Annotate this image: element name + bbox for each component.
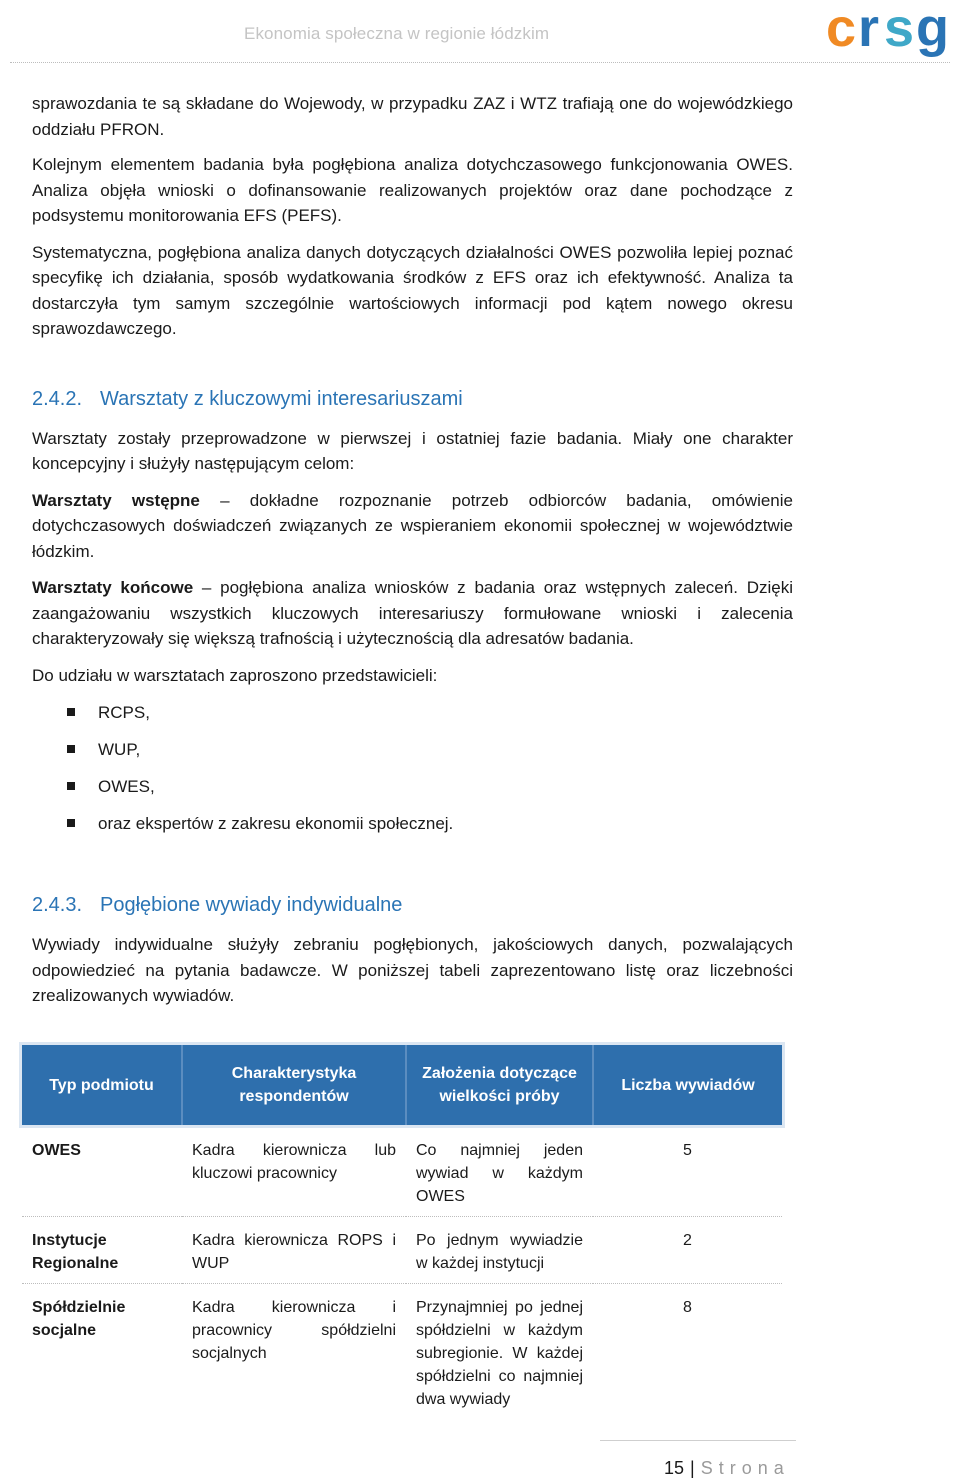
heading-number: 2.4.3.: [32, 894, 83, 916]
paragraph-workshops-intro: Warsztaty zostały przeprowadzone w pierwszej i ostatniej fazie badania. Miały one charakter koncepcyjny i służyły następującym celom:: [32, 428, 793, 473]
heading-title: Warsztaty z kluczowymi interesariuszami: [100, 387, 463, 410]
logo-letter-r: r: [858, 2, 880, 58]
final-workshops-label: Warsztaty końcowe: [32, 578, 194, 597]
paragraph-pfron: sprawozdania te są składane do Wojewody, w przypadku ZAZ i WTZ trafiają one do wojewódzkiego oddziału PFRON.: [32, 94, 793, 139]
list-item: OWES,: [32, 774, 793, 799]
table-cell: Instytucje Regionalne: [22, 1217, 182, 1284]
footer-divider: [600, 1440, 796, 1441]
page-content: [32, 91, 793, 1009]
interviews-table: [22, 1045, 782, 1419]
list-item: RCPS,: [32, 700, 793, 725]
table-row: [22, 1217, 782, 1284]
paragraph-interviews-intro: Wywiady indywidualne służyły zebraniu pogłębionych, jakościowych danych, pozwalających odpowiedzieć na pytania badawcze. W poniższej tabeli zaprezentowano listę oraz liczebności zrealizowanych wywiadów.: [32, 935, 793, 1005]
initial-workshops-label: Warsztaty wstępne: [32, 490, 200, 510]
column-header: Typ podmiotu: [22, 1045, 182, 1125]
table-cell: Kadra kierownicza i pracownicy spółdzielni socjalnych: [182, 1284, 406, 1420]
heading-title: Pogłębione wywiady indywidualne: [100, 894, 403, 916]
page-label: Strona: [700, 1458, 790, 1478]
invitee-list: [32, 700, 793, 836]
heading-2-4-3: [32, 892, 793, 918]
paragraph-systematic-analysis: Systematyczna, pogłębiona analiza danych dotyczących działalności OWES pozwoliła lepiej poznać specyfikę ich działania, sposób wydatkowania środków z EFS oraz ich efektywność. Analiza ta dostarczyła tym samym szczególnie wartościowych informacji pod kątem nowego okresu sprawozdawczego.: [32, 242, 793, 338]
page-number-value: 15: [664, 1458, 685, 1478]
heading-number: 2.4.2.: [32, 387, 83, 410]
logo-letter-c: c: [826, 2, 857, 58]
table-cell: OWES: [32, 1142, 81, 1159]
page-number: [664, 1458, 790, 1479]
list-item: WUP,: [32, 737, 793, 762]
table-row: [22, 1125, 782, 1217]
table-cell: Kadra kierownicza ROPS i WUP: [182, 1217, 406, 1284]
column-header: Charakterystyka respondentów: [182, 1045, 406, 1125]
table-cell: 5: [683, 1142, 692, 1159]
header-divider: [10, 62, 950, 63]
logo-letter-g: g: [916, 2, 949, 58]
page-separator: |: [690, 1458, 695, 1478]
final-workshops-text: – pogłębiona analiza wniosków z badania oraz wstępnych zaleceń. Dzięki zaangażowaniu wszystkich kluczowych interesariuszy formułowane wnioski i zalecenia charakteryzowały się większą trafnością i użytecznością dla adresatów badania.: [32, 578, 793, 648]
paragraph-initial-workshops: [32, 488, 793, 565]
table-cell: 8: [593, 1284, 782, 1420]
crsg-logo: [826, 2, 956, 64]
table-row: [22, 1284, 782, 1420]
table-cell: Kadra kierownicza lub kluczowi pracownicy: [192, 1142, 396, 1182]
table-cell: 2: [593, 1217, 782, 1284]
paragraph-invite-intro: Do udziału w warsztatach zaproszono przedstawicieli:: [32, 665, 438, 685]
bullet-square-icon: [67, 782, 75, 790]
header-title: Ekonomia społeczna w regionie łódzkim: [244, 24, 550, 43]
heading-2-4-2: [32, 386, 793, 412]
bullet-square-icon: [67, 819, 75, 827]
bullet-square-icon: [67, 708, 75, 716]
table-cell: Co najmniej jeden wywiad w każdym OWES: [416, 1142, 583, 1205]
column-header: Założenia dotyczące wielkości próby: [406, 1045, 593, 1125]
table-header-row: [22, 1045, 782, 1125]
bullet-square-icon: [67, 745, 75, 753]
paragraph-final-workshops: [32, 575, 793, 652]
list-item: oraz ekspertów z zakresu ekonomii społecznej.: [32, 811, 793, 836]
logo-letter-s: s: [884, 2, 915, 58]
initial-workshops-text: – dokładne rozpoznanie potrzeb odbiorców badania, omówienie dotychczasowych doświadczeń związanych ze wspieraniem ekonomii społecznej w województwie łódzkim.: [32, 490, 793, 561]
table-cell: Po jednym wywiadzie w każdej instytucji: [406, 1217, 593, 1284]
paragraph-owes-analysis: Kolejnym elementem badania była pogłębiona analiza dotychczasowego funkcjonowania OWES. Analiza objęła wnioski o dofinansowanie realizowanych projektów oraz dane pochodzące z podsystemu monitorowania EFS (PEFS).: [32, 155, 793, 225]
column-header: Liczba wywiadów: [593, 1045, 782, 1125]
table-cell: Spółdzielnie socjalne: [22, 1284, 182, 1420]
table-cell: Przynajmniej po jednej spółdzielni w każdym subregionie. W każdej spółdzielni co najmniej dwa wywiady: [406, 1284, 593, 1420]
